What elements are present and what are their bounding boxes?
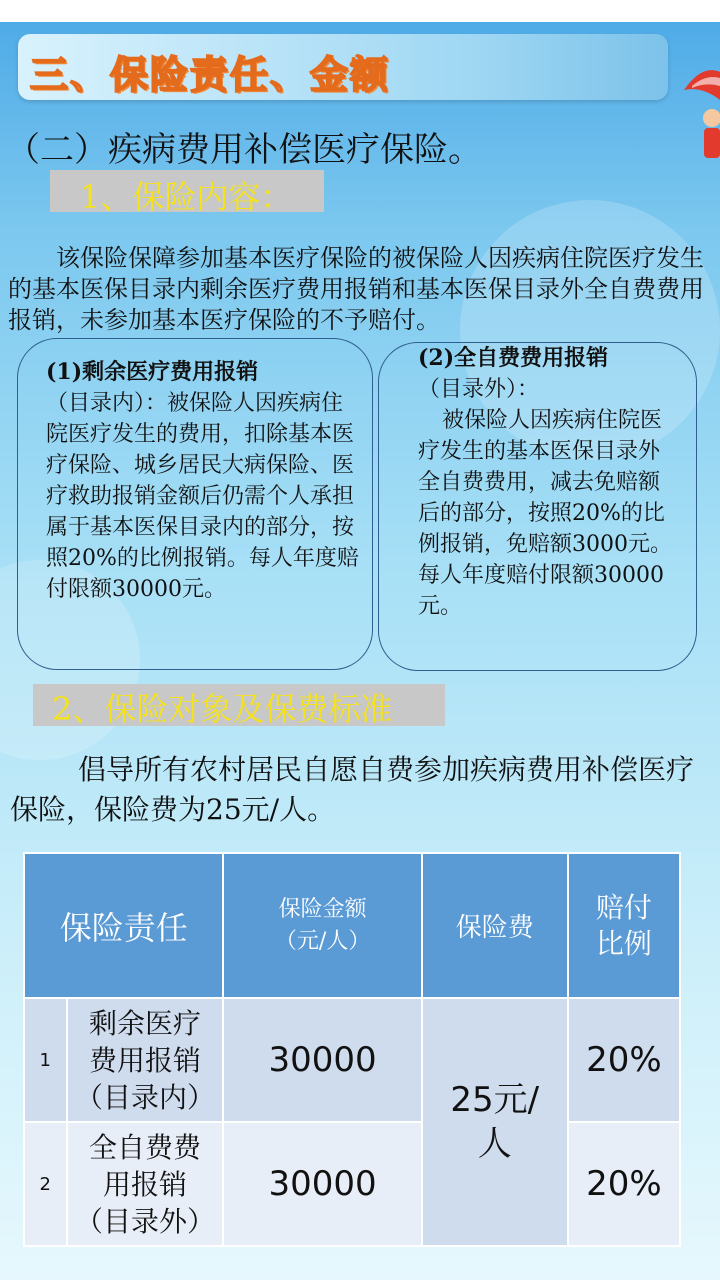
- left-box-text: [46, 357, 364, 605]
- row-liability: [67, 1122, 224, 1246]
- row-amount: 30000: [223, 998, 421, 1122]
- premium-line2: 人: [477, 1124, 512, 1164]
- header-premium: 保险费: [422, 853, 568, 998]
- row-index: 2: [24, 1122, 67, 1246]
- header-amount-line1: 保险金额: [278, 896, 367, 922]
- row-amount: 30000: [223, 1122, 421, 1246]
- right-box-subheading: （目录外）：: [418, 377, 540, 402]
- intro-paragraph: 该保险保障参加基本医疗保险的被保险人因疾病住院医疗发生的基本医保目录内剩余医疗费用报销和基本医保目录外全自费费用报销，未参加基本医疗保险的不予赔付。: [8, 244, 704, 334]
- table-row: [24, 998, 680, 1122]
- row-liability-line1: 全自费费: [88, 1130, 201, 1164]
- header-amount: [223, 853, 421, 998]
- header-amount-line2: （元/人）: [274, 928, 371, 954]
- page-title: 三、保险责任、金额: [30, 53, 391, 97]
- row-index: 1: [24, 998, 67, 1122]
- premium-line1: 25元/: [450, 1080, 540, 1120]
- table-header-row: [24, 853, 680, 998]
- row-liability-line2: 费用报销: [88, 1043, 201, 1077]
- insurance-table: [23, 852, 681, 1247]
- left-box-heading: (1)剩余医疗费用报销: [46, 359, 259, 385]
- header-ratio-line1: 赔付: [595, 890, 652, 924]
- table-row: [24, 1122, 680, 1246]
- row-ratio: 20%: [568, 998, 680, 1122]
- row-ratio: 20%: [568, 1122, 680, 1246]
- row-liability-line3: （目录内）: [74, 1080, 215, 1114]
- row-liability-line1: 剩余医疗: [88, 1006, 201, 1040]
- section-heading-1: 1、保险内容：: [80, 178, 293, 216]
- section-heading-2: 2、保险对象及保费标准: [52, 690, 393, 728]
- premium-paragraph: 倡导所有农村居民自愿自费参加疾病费用补偿医疗保险，保险费为25元/人。: [10, 753, 695, 826]
- left-box-body: （目录内）：被保险人因疾病住院医疗发生的费用，扣除基本医疗保险、城乡居民大病保险、医疗救助报销金额后仍需个人承担属于基本医保目录内的部分，按照20%的比例报销。每人年度赔付限额30000元。: [46, 391, 359, 602]
- top-strip: [0, 0, 720, 22]
- row-liability-line2: 用报销: [102, 1167, 187, 1201]
- row-liability: [67, 998, 224, 1122]
- umbrella-figure-icon: [680, 60, 720, 170]
- premium-cell: [422, 998, 568, 1246]
- header-ratio-line2: 比例: [595, 926, 652, 960]
- header-ratio: [568, 853, 680, 998]
- row-liability-line3: （目录外）: [74, 1204, 215, 1238]
- header-liability: 保险责任: [24, 853, 223, 998]
- right-box-heading: (2)全自费费用报销: [418, 345, 609, 371]
- subtitle: （二）疾病费用补偿医疗保险。: [6, 130, 482, 170]
- right-box-body: 被保险人因疾病住院医疗发生的基本医保目录外全自费费用，减去免赔额后的部分，按照20%的比例报销，免赔额3000元。每人年度赔付限额30000元。: [418, 408, 672, 619]
- right-box-text: [418, 343, 680, 622]
